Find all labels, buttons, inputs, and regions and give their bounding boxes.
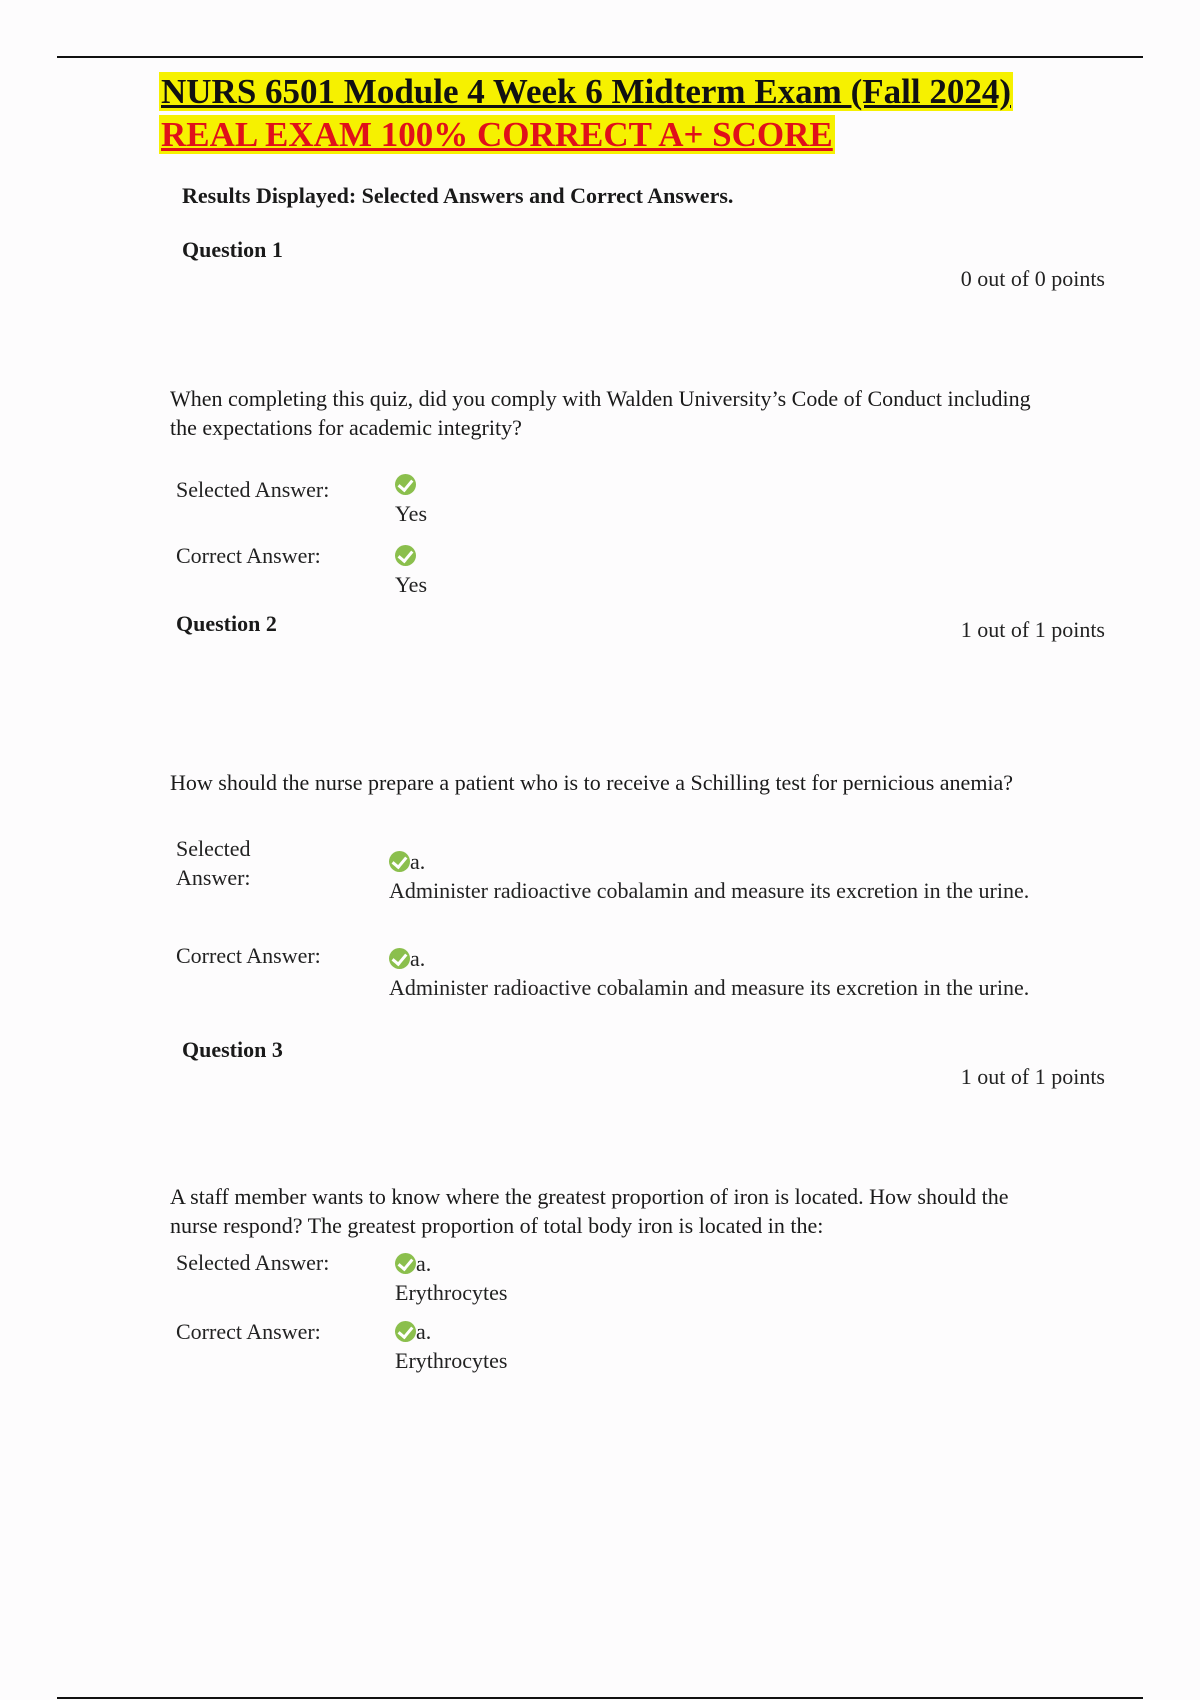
bottom-divider (57, 1697, 1143, 1699)
question-3-text: A staff member wants to know where the greatest proportion of iron is located. How should the nurse respond? The greatest proportion of total body iron is located in the: (170, 1184, 1009, 1238)
question-2-correct-value: Administer radioactive cobalamin and measure its excretion in the urine. (389, 975, 1030, 1000)
question-1-selected-answer (395, 470, 1075, 528)
check-circle-icon (395, 1253, 416, 1274)
question-2-points: 1 out of 1 points (960, 617, 1105, 642)
question-3-correct-letter: a. (416, 1319, 432, 1344)
question-1-selected-value: Yes (395, 501, 428, 526)
question-3-selected-label: Selected Answer: (176, 1250, 330, 1275)
results-displayed-text: Results Displayed: Selected Answers and Correct Answers. (182, 183, 734, 208)
question-2-label: Question 2 (176, 611, 277, 636)
question-1-selected-label: Selected Answer: (176, 477, 330, 502)
question-1-label: Question 1 (182, 237, 283, 262)
question-1-text: When completing this quiz, did you comply with Walden University’s Code of Conduct including the expectations for academic integrity? (170, 386, 1031, 440)
question-3-correct-label: Correct Answer: (176, 1319, 321, 1344)
question-3-points: 1 out of 1 points (960, 1064, 1105, 1089)
question-3-selected-letter: a. (416, 1251, 432, 1276)
question-3-correct-answer (395, 1317, 1075, 1375)
question-3-correct-value: Erythrocytes (395, 1348, 508, 1373)
title-line-1: NURS 6501 Module 4 Week 6 Midterm Exam (Fall 2024) (161, 72, 1011, 111)
question-2-selected-letter: a. (410, 849, 426, 874)
selected-word: Selected (176, 836, 251, 861)
check-circle-icon (389, 948, 410, 969)
title-line-2: REAL EXAM 100% CORRECT A+ SCORE (161, 115, 833, 154)
answer-word: Answer: (176, 865, 251, 890)
question-3-label: Question 3 (182, 1037, 283, 1062)
question-1-correct-value: Yes (395, 572, 428, 597)
question-1-correct-answer (395, 541, 1075, 599)
check-circle-icon (389, 851, 410, 872)
question-2-correct-label: Correct Answer: (176, 943, 321, 968)
top-divider (57, 56, 1143, 58)
check-circle-icon (395, 474, 416, 495)
question-3-selected-answer (395, 1249, 1075, 1307)
check-circle-icon (395, 1321, 416, 1342)
question-2-correct-answer (389, 944, 1069, 1002)
question-2-selected-label (176, 834, 251, 892)
question-1-correct-label: Correct Answer: (176, 543, 321, 568)
question-2-selected-answer (389, 847, 1069, 905)
question-1-points: 0 out of 0 points (960, 266, 1105, 291)
question-3-selected-value: Erythrocytes (395, 1280, 508, 1305)
question-2-correct-letter: a. (410, 946, 426, 971)
question-2-text: How should the nurse prepare a patient who is to receive a Schilling test for pernicious anemia? (170, 770, 1014, 795)
document-title (159, 70, 1013, 156)
question-2-selected-value: Administer radioactive cobalamin and measure its excretion in the urine. (389, 878, 1030, 903)
check-circle-icon (395, 545, 416, 566)
